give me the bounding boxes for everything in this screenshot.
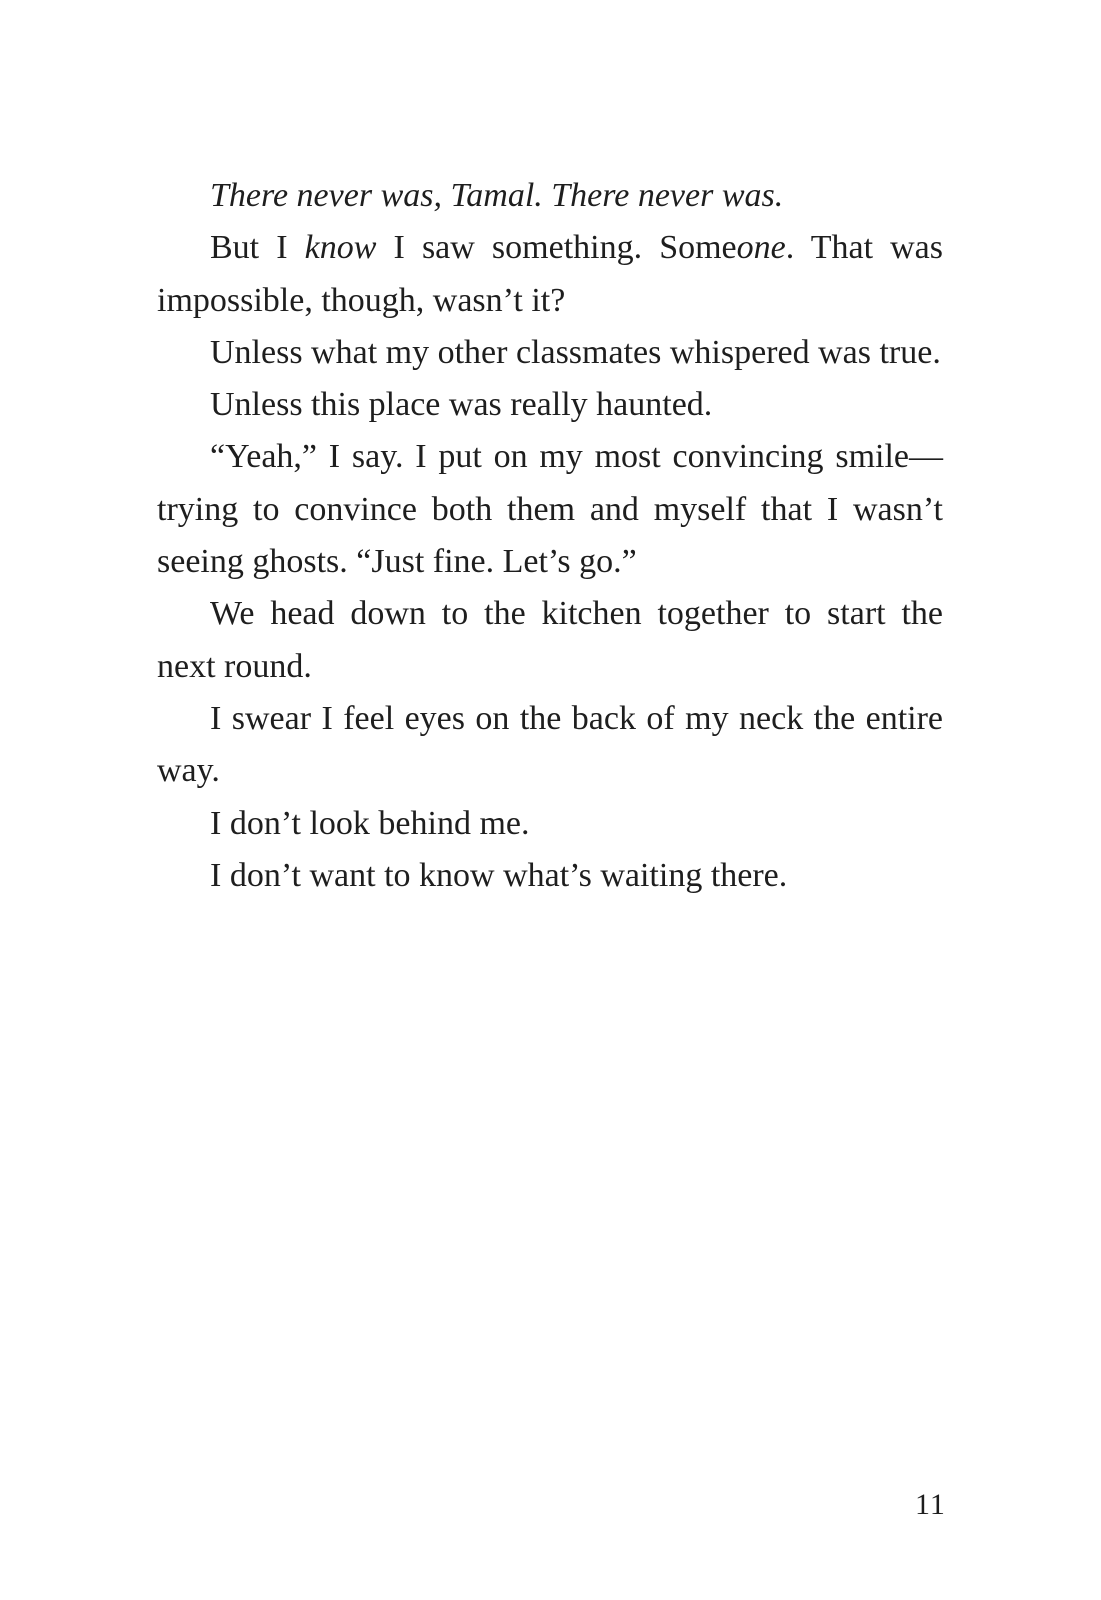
paragraph	[157, 379, 943, 431]
text-run: I don’t look behind me.	[210, 804, 530, 842]
text-run: I swear I feel eyes on the back of my neck the entire way.	[157, 699, 943, 790]
italic-text-run: know	[304, 229, 377, 267]
text-run: We head down to the kitchen together to start the next round.	[157, 595, 943, 685]
text-run: I saw something. Some	[376, 229, 737, 267]
paragraph	[157, 222, 943, 327]
paragraph	[157, 850, 943, 902]
text-run: Unless this place was really haunted.	[210, 386, 713, 424]
italic-text-run: one	[736, 229, 786, 267]
text-run: But I	[210, 229, 305, 267]
text-run: “Yeah,” I say. I put on my most convincing smile— trying to convince both them and myself that I wasn’t seeing ghosts. “Just fine. Let’s go.”	[157, 438, 943, 581]
italic-text-run: There never was, Tamal. There never was.	[210, 177, 784, 214]
paragraph	[157, 170, 943, 222]
paragraph	[157, 693, 943, 798]
text-run: I don’t want to know what’s waiting there.	[210, 856, 788, 894]
paragraph	[157, 588, 943, 693]
body-text	[157, 170, 943, 902]
page-number: 11	[915, 1488, 946, 1521]
paragraph	[157, 431, 943, 588]
text-run: Unless what my other classmates whispered was true.	[210, 333, 941, 371]
text-run: . That was impossible, though, wasn’t it?	[157, 229, 943, 319]
paragraph	[157, 798, 943, 850]
paragraph	[157, 327, 943, 379]
